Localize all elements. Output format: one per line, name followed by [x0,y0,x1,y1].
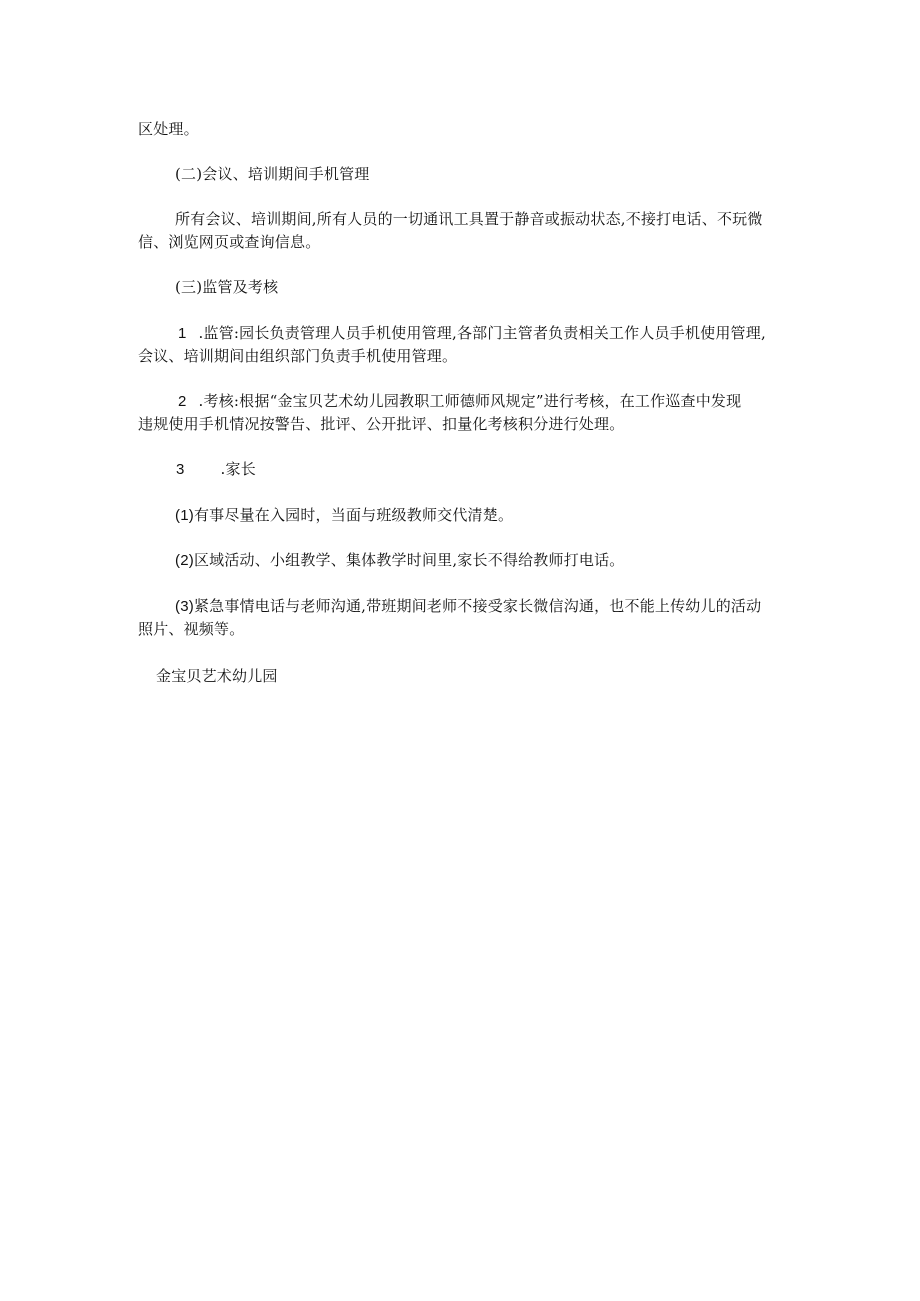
paragraph-continuation: 区处理。 [138,120,199,138]
sub-item-3 [175,596,761,617]
sub-item-3-line-2: 照片、视频等。 [138,620,245,638]
list-text: .监管:园长负责管理人员手机使用管理,各部门主管者负责相关工作人员手机使用管理, [198,324,766,342]
list-item-2-line-2: 违规使用手机情况按警告、批评、公开批评、扣量化考核积分进行处理。 [138,415,625,433]
section-heading-3: (三)监管及考核 [175,278,279,296]
list-item-1 [178,323,766,344]
sub-item-text: 紧急事情电话与老师沟通,带班期间老师不接受家长微信沟通，也不能上传幼儿的活动 [193,597,762,615]
sub-item-number: (3) [175,598,194,615]
signature: 金宝贝艺术幼儿园 [156,667,278,685]
paragraph-meeting-line-2: 信、浏览网页或查询信息。 [138,233,321,251]
list-item-3 [176,459,256,480]
sub-item-number: (2) [175,552,194,569]
sub-item-1 [175,505,513,526]
paragraph-meeting-line-1: 所有会议、培训期间,所有人员的一切通讯工具置于静音或振动状态,不接打电话、不玩微 [175,210,763,228]
sub-item-number: (1) [175,507,194,524]
list-text: .考核:根据“金宝贝艺术幼儿园教职工师德师风规定”进行考核，在工作巡查中发现 [198,392,742,410]
list-number: 1 [178,325,187,342]
list-number: 2 [178,393,187,410]
sub-item-text: 有事尽量在入园时，当面与班级教师交代清楚。 [193,506,514,524]
list-item-1-line-2: 会议、培训期间由组织部门负责手机使用管理。 [138,347,458,365]
list-item-2 [178,391,741,412]
sub-item-text: 区域活动、小组教学、集体教学时间里,家长不得给教师打电话。 [193,551,625,569]
section-heading-2: (二)会议、培训期间手机管理 [175,165,370,183]
list-number: 3 [176,461,185,478]
list-text: .家长 [220,460,256,478]
sub-item-2 [175,550,625,571]
